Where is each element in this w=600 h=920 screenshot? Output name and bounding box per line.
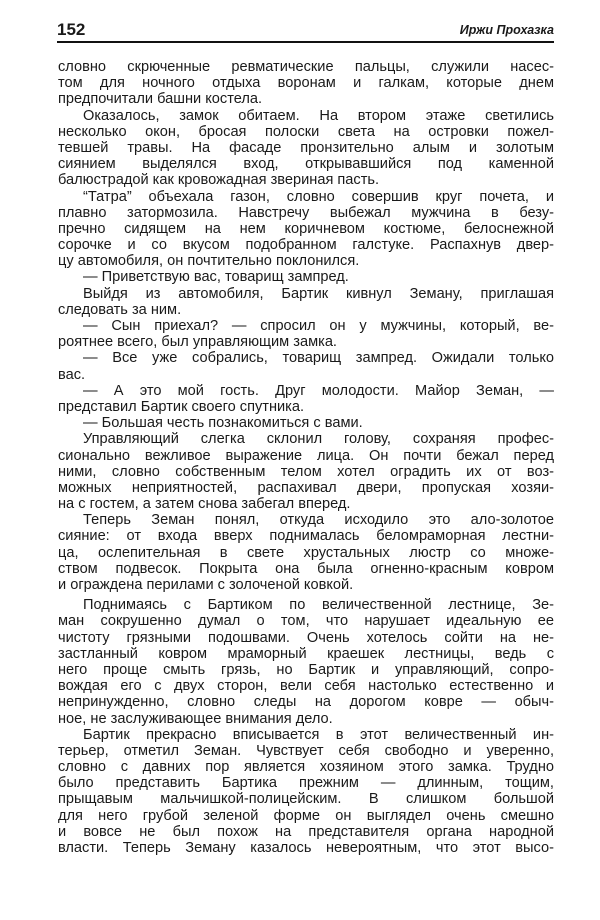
text-line: цу автомобиля, он почтительно поклонился. <box>58 253 360 270</box>
text-line: “Татра” объехала газон, словно совершив круг почета, и <box>83 188 554 205</box>
text-line: него проще смыть грязь, но Бартик и управляющий, сопро- <box>58 661 554 678</box>
text-line: терьер, отметил Земан. Чувствует себя свободно и уверенно, <box>58 742 554 759</box>
text-line: — Все уже собрались, товарищ зампред. Ожидали только <box>83 350 554 367</box>
text-line: чистоту грязными подошвами. Очень хотелось сойти на не- <box>58 629 554 646</box>
text-line: том для ночного отдыха воронам и галкам, которые днем <box>58 75 554 92</box>
text-line: можных неприятностей, распахивал двери, пропуская хозяи- <box>58 479 554 496</box>
paragraph <box>58 727 554 857</box>
paragraph <box>58 350 554 382</box>
text-line: для него грубой зеленой форме он выглядел очень смешно <box>58 807 554 824</box>
text-line: словно с давних пор является хозяином этого замка. Трудно <box>58 759 554 776</box>
paragraph <box>58 286 554 318</box>
text-line: на с гостем, а затем снова забегал вперед. <box>58 496 351 513</box>
running-head-author: Иржи Прохазка <box>459 23 554 37</box>
text-line: плавно затормозила. Навстречу выбежал мужчина в безу- <box>58 204 554 221</box>
text-line: Выйдя из автомобиля, Бартик кивнул Земану, приглашая <box>83 285 554 302</box>
paragraph <box>58 383 554 415</box>
text-line: вас. <box>58 366 86 383</box>
page-body-text <box>58 59 554 856</box>
page-number: 152 <box>57 20 86 39</box>
text-line: предпочитали башни костела. <box>58 91 263 108</box>
text-line: и вовсе не был похож на представителя органа народной <box>58 823 554 840</box>
paragraph <box>58 597 554 727</box>
text-line: — А это мой гость. Друг молодости. Майор Земан, — <box>83 382 554 399</box>
text-line: словно скрюченные ревматические пальцы, служили насес- <box>58 59 554 75</box>
text-line: Управляющий слегка склонил голову, сохраняя профес- <box>83 431 554 448</box>
text-line: Поднимаясь с Бартиком по величественной лестнице, Зе- <box>83 597 554 614</box>
running-header <box>57 20 554 43</box>
text-line: сорочке и со вкусом подобранном галстуке. Распахнув двер- <box>58 237 554 254</box>
text-line: Оказалось, замок обитаем. На втором этаже светились <box>83 107 554 124</box>
text-line: ними, словно собственным телом хотел оградить их от воз- <box>58 463 554 480</box>
text-line: пречно сидящем на нем коричневом костюме, белоснежной <box>58 220 554 237</box>
text-line: ца, ослепительная в свете хрустальных люстр со множе- <box>58 544 554 561</box>
text-line: представил Бартик своего спутника. <box>58 398 305 415</box>
text-line: сияние: от входа вверх поднималась беломраморная лестни- <box>58 528 554 545</box>
paragraph <box>58 415 554 431</box>
text-line: балюстрадой как кровожадная звериная пасть. <box>58 172 380 189</box>
text-line: сионально вежливое выражение лица. Он почти бежал перед <box>58 447 554 464</box>
text-line: следовать за ним. <box>58 301 182 318</box>
paragraph <box>58 431 554 512</box>
text-line: сиянием выделялся вход, открывавшийся под каменной <box>58 156 554 173</box>
text-line: ман сокрушенно думал о том, что нарушает идеальную ее <box>58 613 554 630</box>
text-line: вождая его с двух сторон, вели себя настолько естественно и <box>58 678 554 695</box>
text-line: прыщавым мальчишкой-полицейским. В слишком большой <box>58 791 554 808</box>
text-line: — Большая честь познакомиться с вами. <box>83 415 363 432</box>
paragraph <box>58 108 554 189</box>
paragraph <box>58 59 554 108</box>
text-line: застланный ковром мраморный краешек лестницы, ведь с <box>58 645 554 662</box>
text-line: роятнее всего, был управляющим замка. <box>58 334 337 351</box>
text-line: — Сын приехал? — спросил он у мужчины, который, ве- <box>83 318 554 334</box>
text-line: — Приветствую вас, товарищ зампред. <box>83 269 349 286</box>
text-line: тевшей травы. На фасаде пронзительно алым и золотым <box>58 139 554 156</box>
paragraph <box>58 189 554 270</box>
text-line: несколько окон, бросая полоски света на островки пожел- <box>58 123 554 140</box>
text-line: было представить Бартика прежним — длинным, тощим, <box>58 775 554 792</box>
text-line: ством подвесок. Покрыта она была огненно-красным ковром <box>58 560 554 577</box>
text-line: власти. Теперь Земану казалось невероятным, что этот высо- <box>58 840 554 856</box>
paragraph <box>58 512 554 593</box>
paragraph <box>58 269 554 285</box>
text-line: непринужденно, словно следы на дорогом ковре — обыч- <box>58 694 554 711</box>
paragraph <box>58 318 554 350</box>
text-line: и ограждена перилами с золоченой ковкой. <box>58 577 354 593</box>
text-line: ное, не заслуживающее внимания дело. <box>58 710 333 727</box>
text-line: Теперь Земан понял, откуда исходило это ало-золотое <box>83 512 554 529</box>
text-line: Бартик прекрасно вписывается в этот величественный ин- <box>83 726 554 743</box>
